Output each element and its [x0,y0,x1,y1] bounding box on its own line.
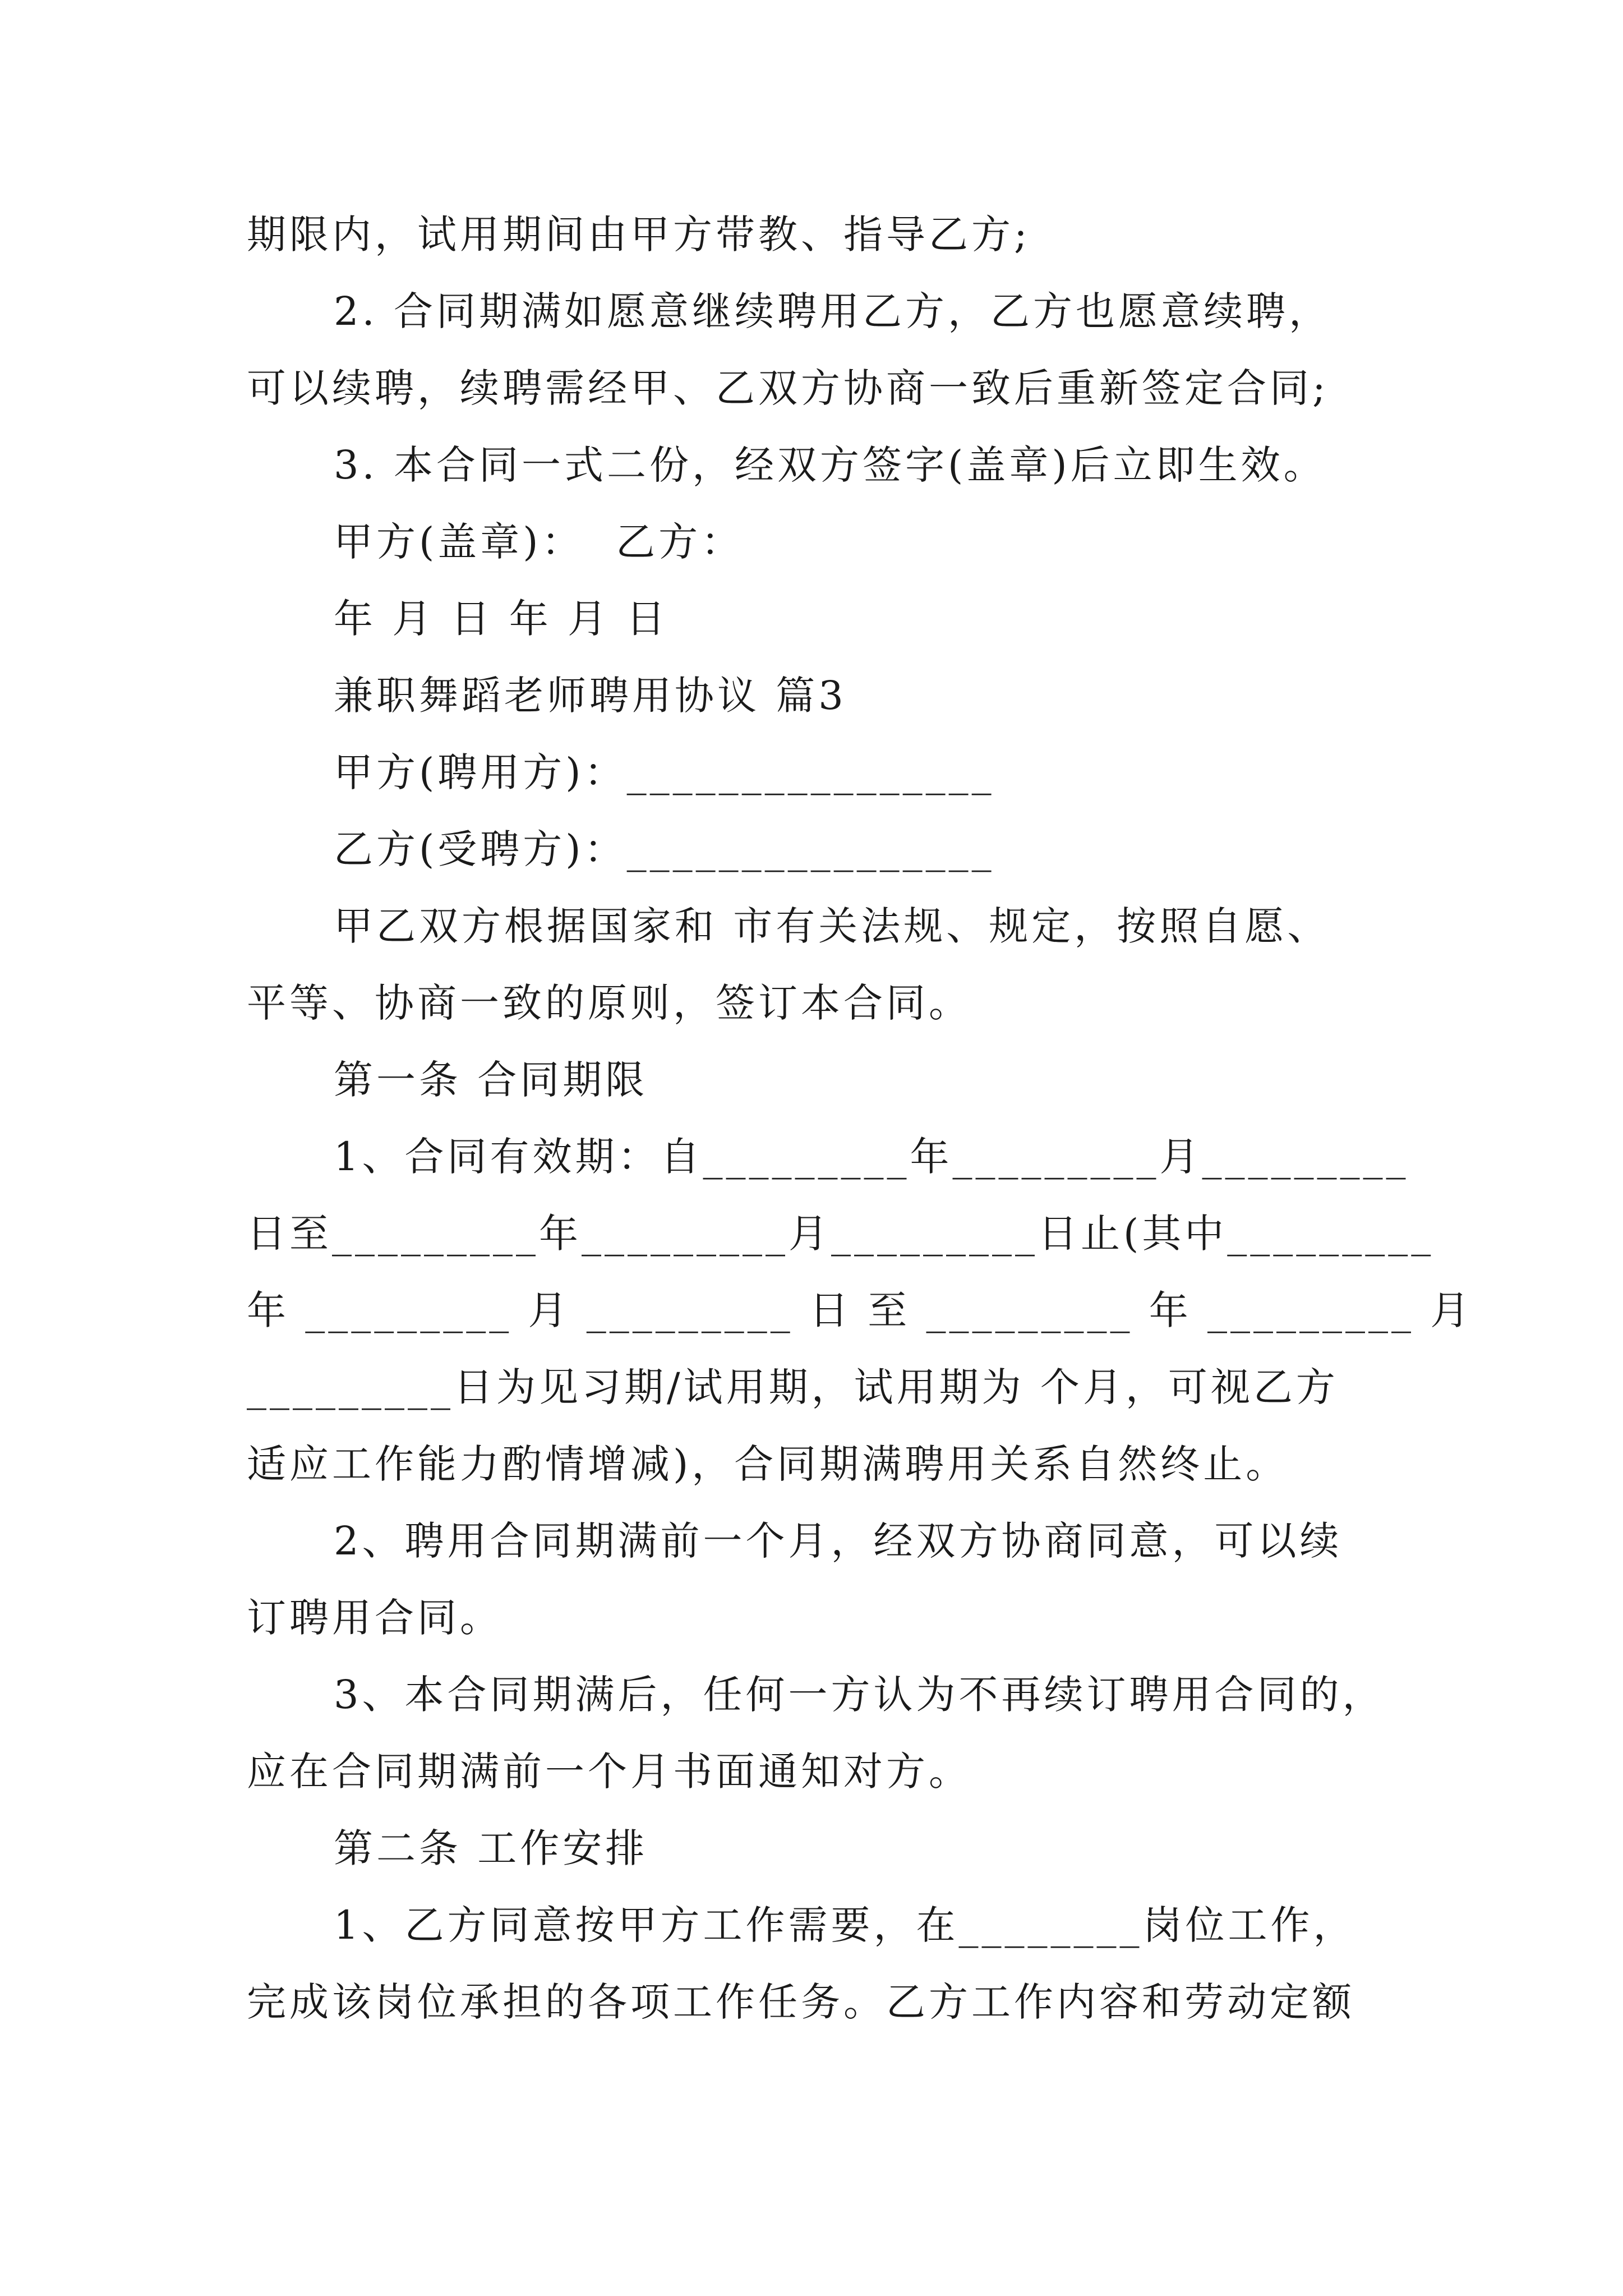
text-line: 3. 本合同一式二份，经双方签字(盖章)后立即生效。 [334,442,1326,488]
text-line: 期限内，试用期间由甲方带教、指导乙方; [247,211,1031,257]
text-line: 日至_________年_________月_________日止(其中_________ [247,1211,1435,1257]
text-line: 1、合同有效期：自_________年_________月_________ [334,1134,1409,1180]
section-title: 兼职舞蹈老师聘用协议 篇3 [334,673,847,719]
text-line: 平等、协商一致的原则，签订本合同。 [247,980,971,1026]
text-line: 年 _________ 月 _________ 日 至 _________ 年 _________ 月 [247,1287,1473,1333]
text-line: 应在合同期满前一个月书面通知对方。 [247,1749,971,1795]
text-line: 可以续聘，续聘需经甲、乙双方协商一致后重新签定合同; [247,365,1329,411]
text-line: 3、本合同期满后，任何一方认为不再续订聘用合同的， [334,1672,1385,1718]
date-line: 年 月 日 年 月 日 [334,596,669,642]
text-line: 适应工作能力酌情增减)，合同期满聘用关系自然终止。 [247,1441,1289,1487]
signature-line: 甲方(盖章)： 乙方： [334,519,744,565]
text-line: 订聘用合同。 [247,1595,502,1641]
article-heading: 第二条 工作安排 [334,1825,648,1871]
text-line: 甲乙双方根据国家和 市有关法规、规定，按照自愿、 [334,903,1330,949]
party-a-line: 甲方(聘用方)：________________ [334,749,995,795]
text-line: 2、聘用合同期满前一个月，经双方协商同意，可以续 [334,1518,1343,1564]
text-line: 1、乙方同意按甲方工作需要，在________岗位工作， [334,1902,1356,1948]
party-b-line: 乙方(受聘方)：________________ [334,826,995,872]
text-line: _________日为见习期/试用期，试用期为 个月，可视乙方 [247,1364,1339,1410]
text-line: 完成该岗位承担的各项工作任务。乙方工作内容和劳动定额 [247,1979,1355,2025]
article-heading: 第一条 合同期限 [334,1057,648,1103]
document-body [247,196,1473,2041]
text-line: 2. 合同期满如愿意继续聘用乙方，乙方也愿意续聘， [334,288,1332,334]
